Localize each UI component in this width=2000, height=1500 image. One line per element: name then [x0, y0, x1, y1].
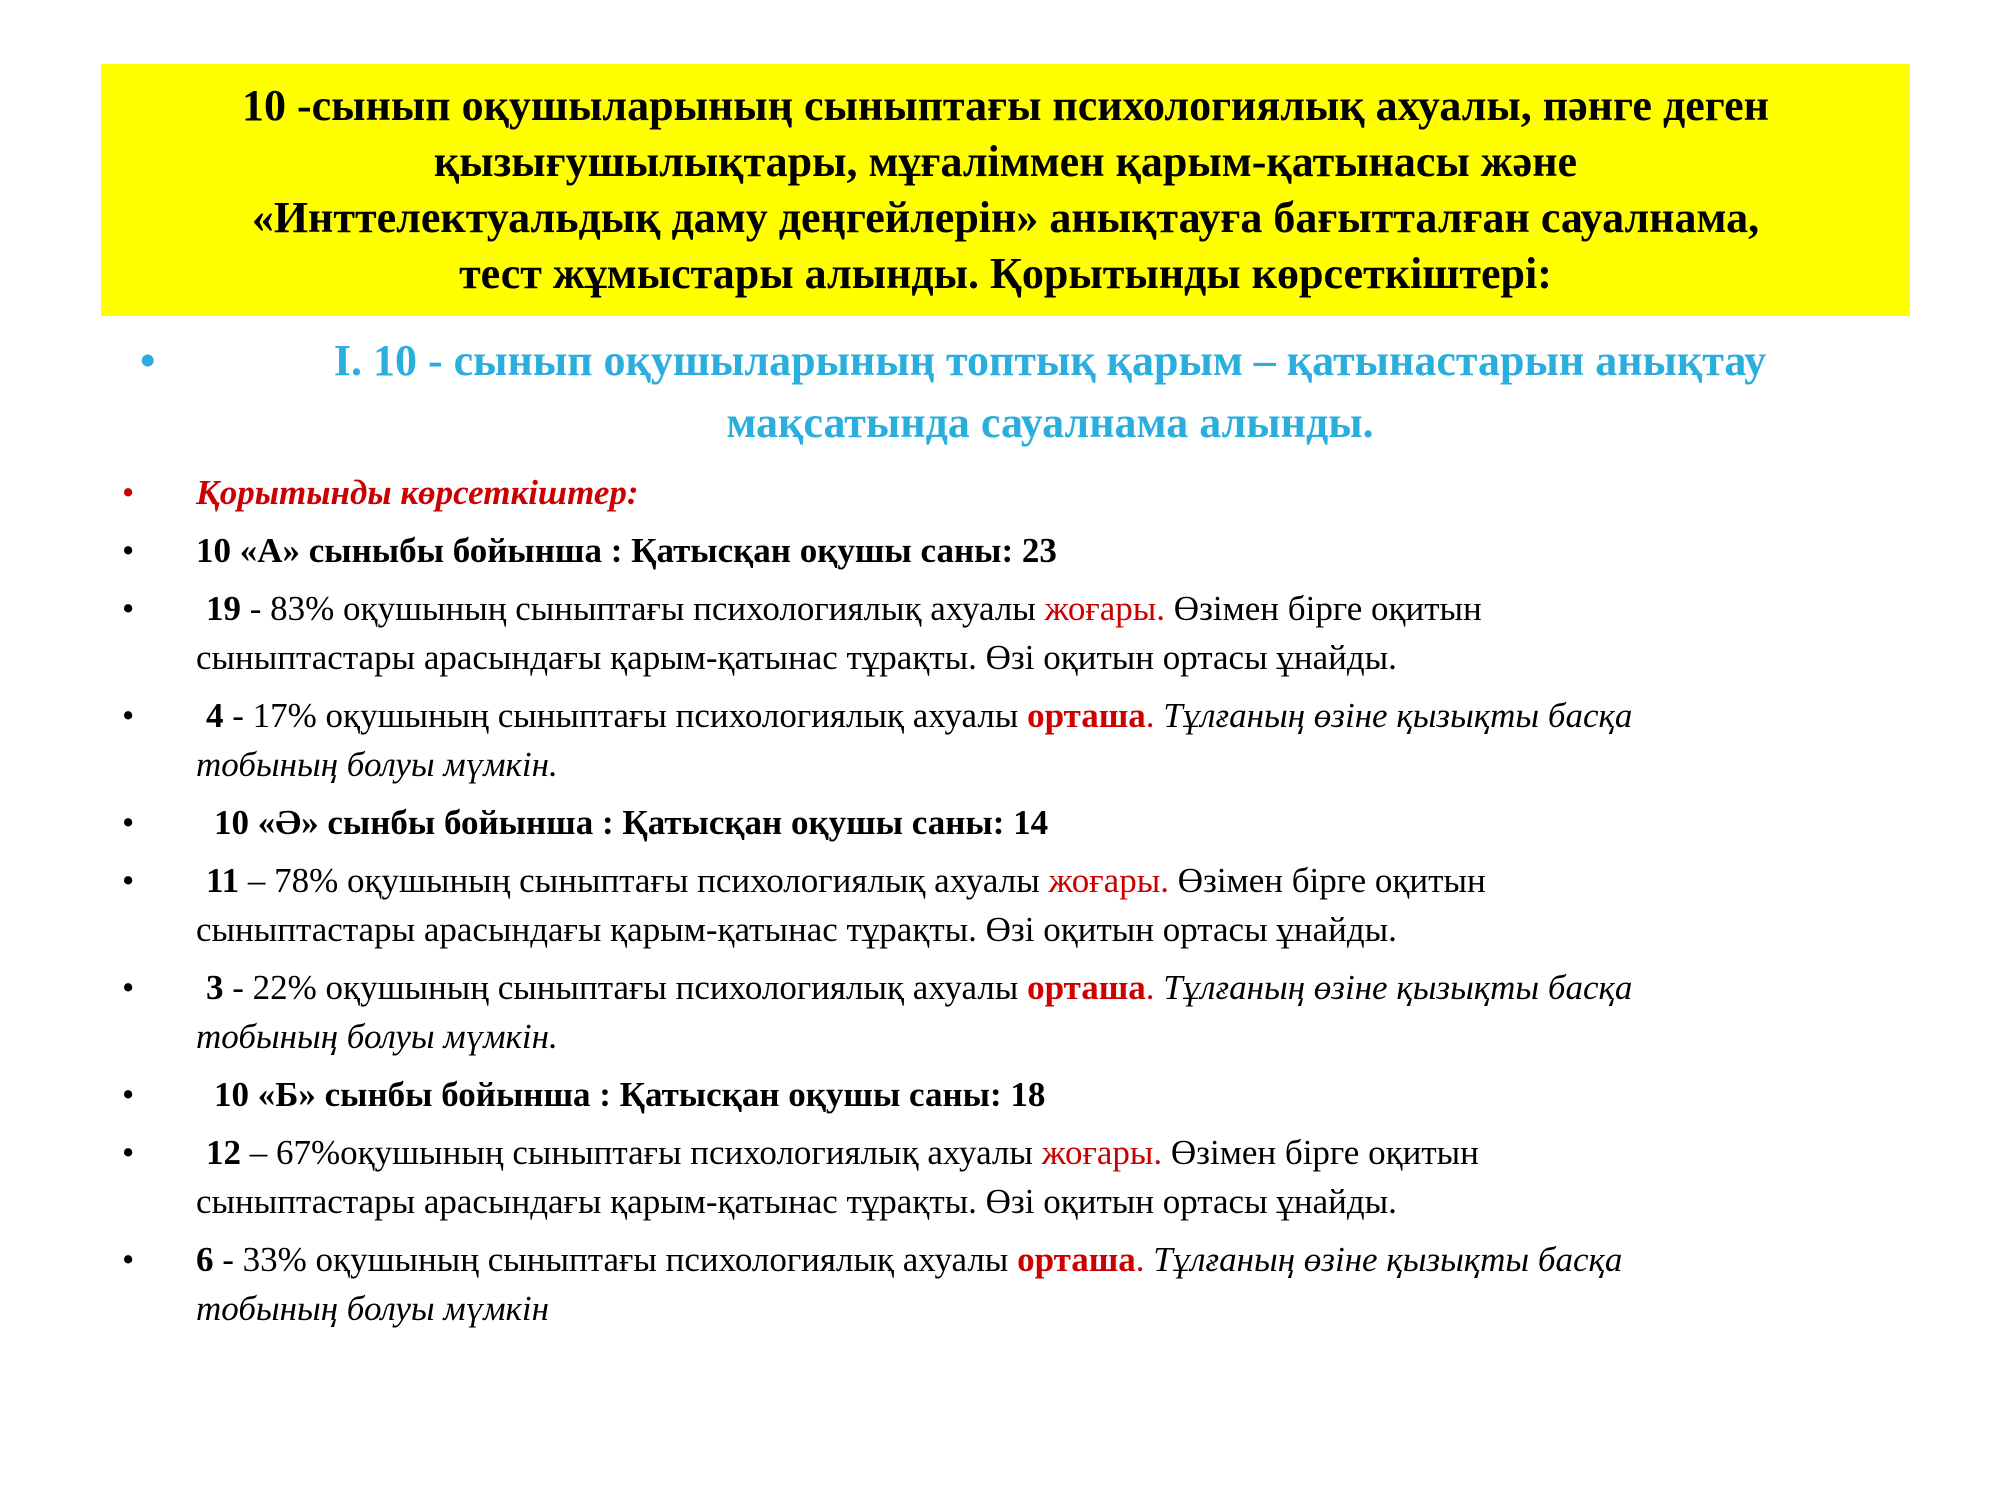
result-line: [196, 963, 1878, 1012]
result-text: - 33% оқушының сыныптағы психологиялық ахуалы: [213, 1240, 1018, 1279]
bullet: •: [122, 861, 135, 900]
result-note: тобының болуы мүмкін.: [196, 745, 558, 784]
bullet: •: [122, 696, 135, 735]
class-b-mid-item: [118, 1235, 1878, 1333]
result-text: Өзімен бірге оқитын: [1162, 1133, 1479, 1172]
results-header: Қорытынды көрсеткіштер:: [196, 473, 639, 512]
class-ae-high-item: [118, 856, 1878, 954]
bullet: •: [122, 1240, 135, 1279]
level-medium: орташа: [1017, 1240, 1136, 1279]
level-high: жоғары.: [1041, 1133, 1163, 1172]
student-count: 11: [206, 861, 240, 900]
bullet: •: [122, 803, 135, 842]
bullet: •: [122, 473, 135, 512]
punctuation: .: [1145, 968, 1155, 1007]
class-ae-heading: 10 «Ә» сынбы бойынша : Қатысқан оқушы саны: 14: [214, 803, 1049, 842]
level-medium: орташа: [1027, 968, 1146, 1007]
result-line: [196, 584, 1878, 633]
class-ae-mid-item: [118, 963, 1878, 1061]
result-note: Тұлғаның өзіне қызықты басқа: [1144, 1240, 1623, 1279]
result-text: - 17% оқушының сыныптағы психологиялық ахуалы: [223, 696, 1028, 735]
result-note: Тұлғаның өзіне қызықты басқа: [1154, 968, 1633, 1007]
class-a-high-item: [118, 584, 1878, 682]
title-line: қызығушылықтары, мұғаліммен қарым-қатынасы және: [433, 137, 1578, 186]
class-b-heading: 10 «Б» сынбы бойынша : Қатысқан оқушы саны: 18: [214, 1075, 1046, 1114]
results-list: [118, 468, 1878, 1342]
bullet: •: [122, 1133, 135, 1172]
result-note: тобының болуы мүмкін.: [196, 1017, 558, 1056]
result-line: [196, 691, 1878, 740]
student-count: 12: [206, 1133, 241, 1172]
level-high: жоғары.: [1048, 861, 1169, 900]
result-note: тобының болуы мүмкін: [196, 1289, 549, 1328]
title-banner: [101, 64, 1910, 316]
punctuation: .: [1135, 1240, 1145, 1279]
result-text: сыныптастары арасындағы қарым-қатынас тұрақты. Өзі оқитын ортасы ұнайды.: [196, 1182, 1397, 1221]
result-line: [196, 1235, 1878, 1284]
class-a-heading: 10 «А» сыныбы бойынша : Қатысқан оқушы саны: 23: [196, 531, 1057, 570]
student-count: 3: [206, 968, 224, 1007]
class-ae-heading-item: [118, 798, 1878, 847]
result-text: - 22% оқушының сыныптағы психологиялық ахуалы: [223, 968, 1028, 1007]
subtitle-line: I. 10 - сынып оқушыларының топтық қарым – қатынастарын анықтау: [333, 336, 1767, 385]
subtitle-bullet: •: [140, 336, 156, 385]
subtitle-text: [220, 330, 1880, 454]
class-a-heading-item: [118, 526, 1878, 575]
bullet: •: [122, 1075, 135, 1114]
result-text: Өзімен бірге оқитын: [1168, 861, 1486, 900]
result-text: - 83% оқушының сыныптағы психологиялық ахуалы: [241, 589, 1045, 628]
result-line: [196, 1128, 1878, 1177]
bullet: •: [122, 968, 135, 1007]
class-a-mid-item: [118, 691, 1878, 789]
level-high: жоғары.: [1044, 589, 1166, 628]
subtitle-line: мақсатында сауалнама алынды.: [726, 398, 1374, 447]
class-b-high-item: [118, 1128, 1878, 1226]
student-count: 19: [206, 589, 241, 628]
result-line: [196, 856, 1878, 905]
results-header-item: [118, 468, 1878, 517]
title-line: «Инттелектуальдық даму деңгейлерін» анықтауға бағытталған сауалнама,: [251, 193, 1760, 242]
title-line: 10 -сынып оқушыларының сыныптағы психологиялық ахуалы, пәнге деген: [241, 81, 1770, 130]
bullet: •: [122, 589, 135, 628]
result-note: Тұлғаның өзіне қызықты басқа: [1154, 696, 1633, 735]
student-count: 4: [206, 696, 224, 735]
bullet: •: [122, 531, 135, 570]
result-text: сыныптастары арасындағы қарым-қатынас тұрақты. Өзі оқитын ортасы ұнайды.: [196, 910, 1397, 949]
level-medium: орташа: [1027, 696, 1146, 735]
class-b-heading-item: [118, 1070, 1878, 1119]
title-line: тест жұмыстары алынды. Қорытынды көрсеткіштері:: [459, 249, 1552, 298]
result-text: сыныптастары арасындағы қарым-қатынас тұрақты. Өзі оқитын ортасы ұнайды.: [196, 638, 1397, 677]
result-text: – 67%оқушының сыныптағы психологиялық ахуалы: [241, 1133, 1042, 1172]
punctuation: .: [1145, 696, 1155, 735]
result-text: – 78% оқушының сыныптағы психологиялық ахуалы: [239, 861, 1049, 900]
student-count: 6: [196, 1240, 214, 1279]
section-subtitle: [140, 330, 1880, 454]
result-text: Өзімен бірге оқитын: [1165, 589, 1482, 628]
